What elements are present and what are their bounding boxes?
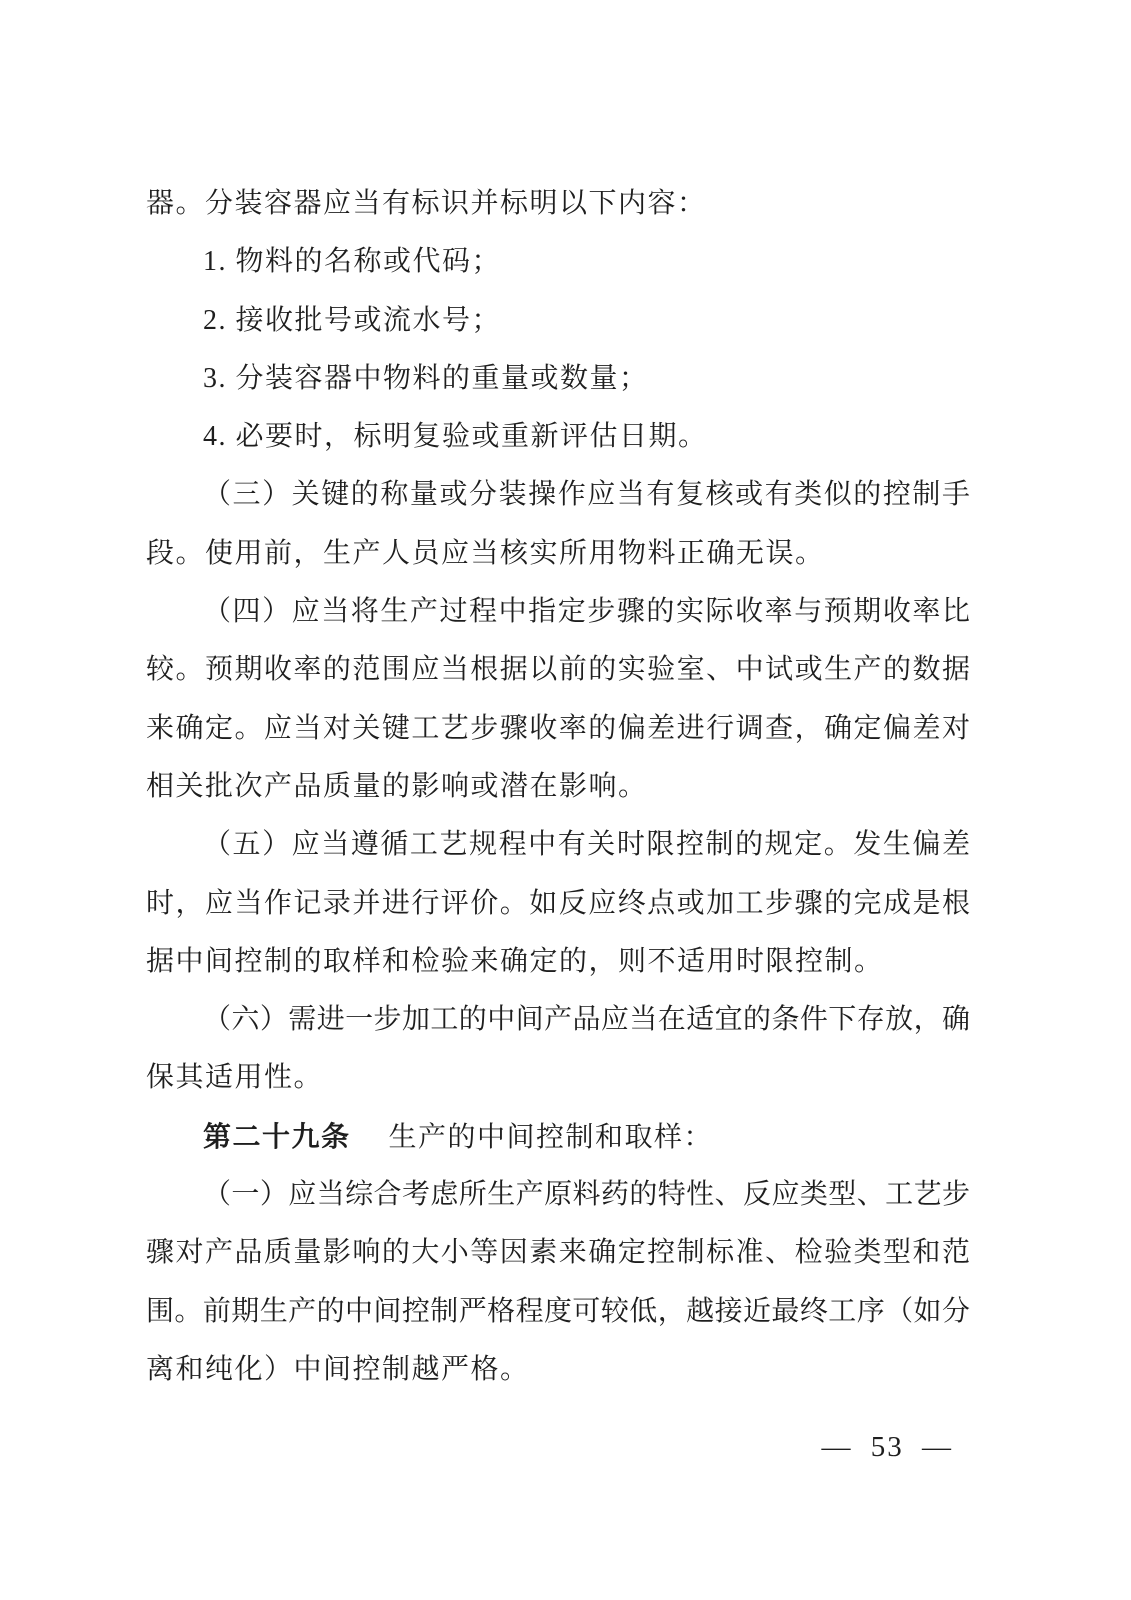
list-item: 4. 必要时，标明复验或重新评估日期。 (203, 421, 708, 453)
list-item: 3. 分装容器中物料的重量或数量； (203, 362, 649, 394)
text-line: （六）需进一步加工的中间产品应当在适宜的条件下存放，确 (203, 1004, 970, 1036)
text-line: 保其适用性。 (146, 1062, 324, 1094)
text-line: 段。使用前，生产人员应当核实所用物料正确无误。 (146, 537, 825, 569)
text-line: 据中间控制的取样和检验来确定的，则不适用时限控制。 (146, 945, 884, 977)
text-line: 较。预期收率的范围应当根据以前的实验室、中试或生产的数据 (146, 654, 970, 686)
text-line: 来确定。应当对关键工艺步骤收率的偏差进行调查，确定偏差对 (146, 712, 970, 744)
list-item: 1. 物料的名称或代码； (203, 246, 502, 278)
text-line: 时，应当作记录并进行评价。如反应终点或加工步骤的完成是根 (146, 887, 970, 919)
text-line: 围。前期生产的中间控制严格程度可较低，越接近最终工序（如分 (146, 1295, 970, 1327)
text-line: （一）应当综合考虑所生产原料药的特性、反应类型、工艺步 (203, 1179, 970, 1211)
page-number: — 53 — (821, 1431, 953, 1463)
text-line: 器。分装容器应当有标识并标明以下内容： (146, 188, 707, 219)
article-heading (146, 1108, 970, 1166)
article-title: 生产的中间控制和取样： (388, 1121, 714, 1153)
text-line: 相关批次产品质量的影响或潜在影响。 (146, 770, 648, 802)
document-page-body (146, 175, 970, 1399)
text-line: （三）关键的称量或分装操作应当有复核或有类似的控制手 (203, 479, 970, 511)
text-line: 骤对产品质量影响的大小等因素来确定控制标准、检验类型和范 (146, 1237, 970, 1269)
article-number: 第二十九条 (203, 1120, 351, 1152)
list-item: 2. 接收批号或流水号； (203, 304, 502, 336)
text-line: （四）应当将生产过程中指定步骤的实际收率与预期收率比 (203, 596, 970, 628)
text-line: 离和纯化）中间控制越严格。 (146, 1353, 530, 1385)
text-line: （五）应当遵循工艺规程中有关时限控制的规定。发生偏差 (203, 829, 970, 861)
